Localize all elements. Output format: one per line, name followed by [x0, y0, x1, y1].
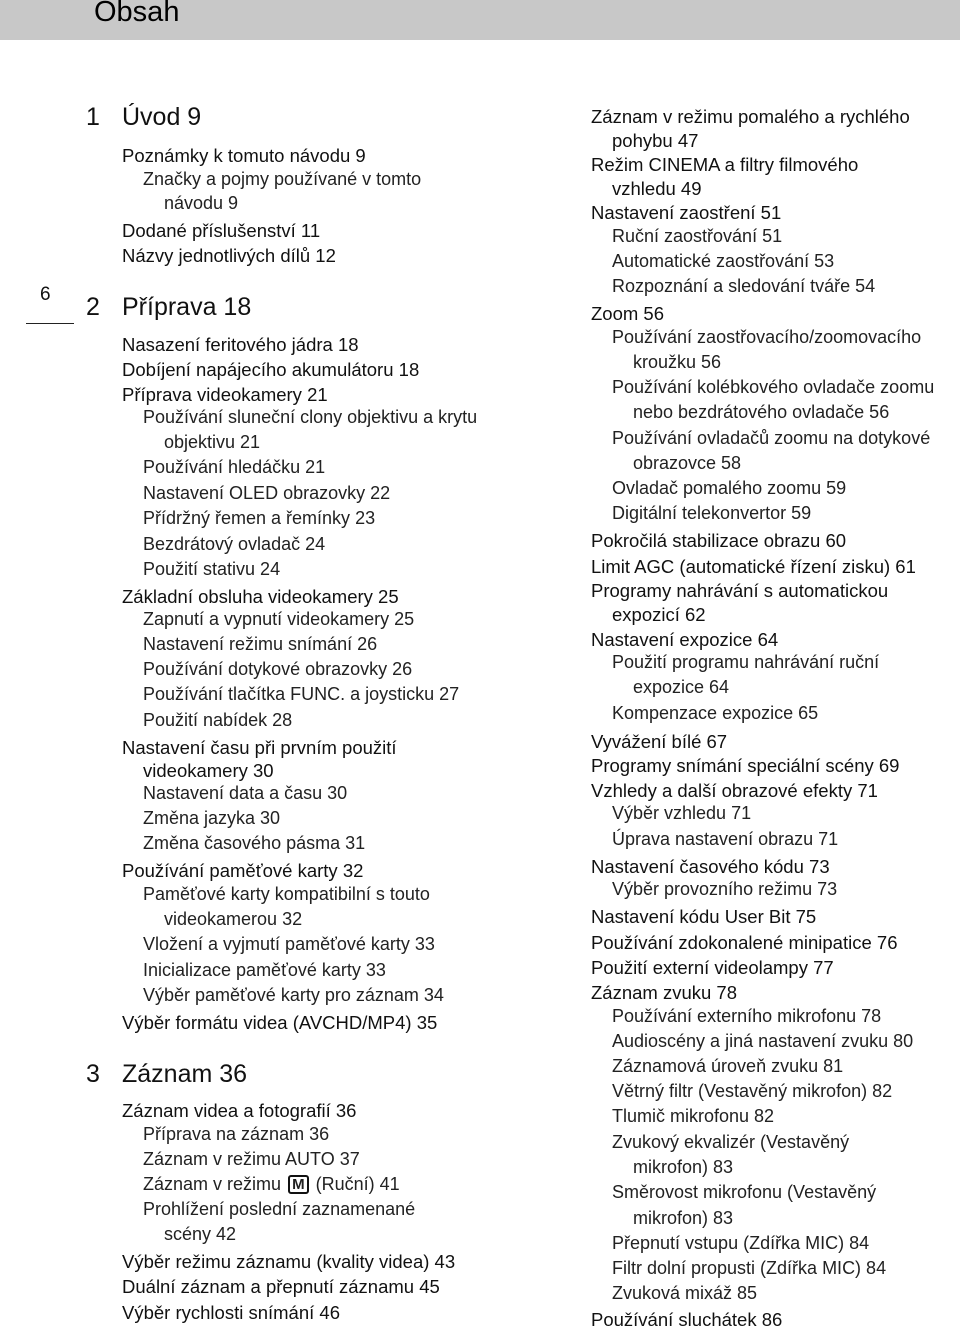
toc-entry[interactable]: Nastavení kódu User Bit 75 — [591, 906, 817, 927]
chapter-2-heading[interactable] — [86, 293, 252, 322]
toc-subentry[interactable]: Používání zaostřovacího/zoomovacího — [612, 327, 922, 347]
toc-subentry[interactable]: Nastavení data a času 30 — [143, 783, 348, 803]
toc-subentry[interactable]: Přídržný řemen a řemínky 23 — [143, 508, 376, 528]
toc-subentry[interactable]: Použití programu nahrávání ruční — [612, 652, 880, 672]
toc-subentry-cont[interactable]: objektivu 21 — [164, 432, 261, 452]
toc-subentry[interactable]: Úprava nastavení obrazu 71 — [612, 829, 839, 849]
toc-subentry-cont[interactable]: videokamerou 32 — [164, 909, 303, 929]
page-header — [0, 0, 960, 40]
toc-subentry[interactable]: Používání hledáčku 21 — [143, 457, 326, 477]
manual-mode-m-icon: M — [288, 1175, 309, 1194]
toc-entry[interactable]: Příprava videokamery 21 — [122, 384, 328, 405]
toc-entry[interactable]: Nasazení feritového jádra 18 — [122, 334, 359, 355]
chapter-number: 2 — [86, 293, 100, 321]
toc-subentry[interactable]: Automatické zaostřování 53 — [612, 251, 835, 271]
toc-subentry-cont[interactable]: mikrofon) 83 — [633, 1157, 734, 1177]
toc-entry[interactable]: Nastavení expozice 64 — [591, 629, 779, 650]
toc-entry[interactable]: Poznámky k tomuto návodu 9 — [122, 145, 366, 166]
page-number-rule — [26, 323, 74, 324]
toc-subentry[interactable]: Paměťové karty kompatibilní s touto — [143, 884, 430, 904]
toc-subentry-cont[interactable]: kroužku 56 — [633, 352, 722, 372]
toc-subentry[interactable]: Prohlížení poslední zaznamenané — [143, 1199, 416, 1219]
toc-subentry-cont[interactable]: scény 42 — [164, 1224, 237, 1244]
chapter-1-heading[interactable] — [86, 103, 202, 132]
toc-subentry[interactable]: Značky a pojmy používané v tomto — [143, 169, 422, 189]
toc-subentry-cont[interactable]: expozice 64 — [633, 677, 730, 697]
toc-subentry[interactable]: Inicializace paměťové karty 33 — [143, 960, 386, 980]
toc-subentry[interactable]: Používání tlačítka FUNC. a joysticku 27 — [143, 684, 460, 704]
toc-subentry[interactable]: Změna jazyka 30 — [143, 808, 281, 828]
toc-subentry-cont[interactable]: nebo bezdrátového ovladače 56 — [633, 402, 890, 422]
toc-entry[interactable]: Vyvážení bílé 67 — [591, 731, 728, 752]
page-number: 6 — [40, 284, 51, 305]
toc-subentry[interactable]: Ovladač pomalého zoomu 59 — [612, 478, 847, 498]
toc-entry[interactable]: Názvy jednotlivých dílů 12 — [122, 245, 336, 266]
toc-subentry[interactable]: Zapnutí a vypnutí videokamery 25 — [143, 609, 415, 629]
entry-text-before: Záznam v režimu — [143, 1174, 282, 1194]
toc-subentry[interactable]: Filtr dolní propusti (Zdířka MIC) 84 — [612, 1258, 887, 1278]
toc-subentry[interactable]: Zvukový ekvalizér (Vestavěný — [612, 1132, 850, 1152]
toc-entry[interactable]: Použití externí videolampy 77 — [591, 957, 834, 978]
toc-subentry[interactable]: Výběr paměťové karty pro záznam 34 — [143, 985, 444, 1005]
toc-entry[interactable]: Výběr formátu videa (AVCHD/MP4) 35 — [122, 1012, 438, 1033]
toc-subentry[interactable]: Vložení a vyjmutí paměťové karty 33 — [143, 934, 435, 954]
toc-entry[interactable]: Používání paměťové karty 32 — [122, 860, 364, 881]
toc-subentry-cont[interactable]: mikrofon) 83 — [633, 1208, 734, 1228]
toc-subentry[interactable]: Používání ovladačů zoomu na dotykové — [612, 428, 931, 448]
toc-subentry[interactable]: Používání externího mikrofonu 78 — [612, 1006, 882, 1026]
toc-entry[interactable]: Výběr režimu záznamu (kvality videa) 43 — [122, 1251, 456, 1272]
toc-subentry[interactable]: Záznam v režimu AUTO 37 — [143, 1149, 360, 1169]
chapter-title: Záznam 36 — [122, 1060, 248, 1088]
toc-subentry-cont[interactable]: obrazovce 58 — [633, 453, 742, 473]
toc-subentry[interactable]: Nastavení režimu snímání 26 — [143, 634, 378, 654]
toc-subentry[interactable]: Používání dotykové obrazovky 26 — [143, 659, 413, 679]
page-title: Obsah — [94, 0, 180, 28]
toc-subentry[interactable]: Bezdrátový ovladač 24 — [143, 534, 326, 554]
toc-entry[interactable]: Zoom 56 — [591, 303, 665, 324]
toc-subentry[interactable]: Kompenzace expozice 65 — [612, 703, 819, 723]
toc-subentry[interactable]: Tlumič mikrofonu 82 — [612, 1106, 775, 1126]
toc-entry[interactable]: Záznam videa a fotografií 36 — [122, 1100, 357, 1121]
toc-entry[interactable]: Základní obsluha videokamery 25 — [122, 586, 399, 607]
chapter-title: Úvod 9 — [122, 103, 202, 131]
toc-subentry-cont[interactable]: návodu 9 — [164, 193, 239, 213]
toc-entry[interactable]: Dobíjení napájecího akumulátoru 18 — [122, 359, 420, 380]
toc-entry[interactable]: Používání zdokonalené minipatice 76 — [591, 932, 898, 953]
toc-subentry[interactable]: Přepnutí vstupu (Zdířka MIC) 84 — [612, 1233, 870, 1253]
toc-subentry[interactable]: Používání sluneční clony objektivu a krytu — [143, 407, 478, 427]
toc-subentry[interactable]: Záznamová úroveň zvuku 81 — [612, 1056, 844, 1076]
toc-entry[interactable]: Limit AGC (automatické řízení zisku) 61 — [591, 556, 916, 577]
chapter-3-heading[interactable] — [86, 1060, 248, 1089]
toc-entry-cont[interactable]: expozicí 62 — [612, 604, 706, 625]
toc-entry[interactable]: Záznam v režimu pomalého a rychlého — [591, 106, 910, 127]
entry-text-after: (Ruční) 41 — [315, 1174, 400, 1194]
toc-subentry[interactable]: Směrovost mikrofonu (Vestavěný — [612, 1182, 877, 1202]
toc-subentry[interactable]: Příprava na záznam 36 — [143, 1124, 330, 1144]
toc-entry-cont[interactable]: pohybu 47 — [612, 130, 699, 151]
chapter-number: 1 — [86, 103, 100, 131]
toc-entry[interactable]: Režim CINEMA a filtry filmového — [591, 154, 859, 175]
toc-subentry[interactable]: Digitální telekonvertor 59 — [612, 503, 812, 523]
toc-entry[interactable]: Nastavení času při prvním použití — [122, 737, 397, 758]
toc-entry[interactable]: Nastavení zaostření 51 — [591, 202, 782, 223]
chapter-number: 3 — [86, 1060, 100, 1088]
toc-subentry[interactable]: Použití stativu 24 — [143, 559, 281, 579]
toc-subentry[interactable]: Použití nabídek 28 — [143, 710, 293, 730]
chapter-title: Příprava 18 — [122, 293, 252, 321]
toc-subentry[interactable]: Změna časového pásma 31 — [143, 833, 366, 853]
toc-entry[interactable]: Nastavení časového kódu 73 — [591, 856, 830, 877]
toc-subentry[interactable]: Rozpoznání a sledování tváře 54 — [612, 276, 876, 296]
toc-subentry[interactable]: Audioscény a jiná nastavení zvuku 80 — [612, 1031, 914, 1051]
toc-subentry-manual-mode[interactable] — [143, 1174, 400, 1195]
toc-subentry[interactable]: Používání kolébkového ovladače zoomu — [612, 377, 935, 397]
toc-entry[interactable]: Záznam zvuku 78 — [591, 982, 738, 1003]
toc-subentry[interactable]: Výběr vzhledu 71 — [612, 803, 752, 823]
toc-entry[interactable]: Dodané příslušenství 11 — [122, 220, 321, 241]
toc-entry[interactable]: Vzhledy a další obrazové efekty 71 — [591, 780, 878, 801]
toc-subentry[interactable]: Ruční zaostřování 51 — [612, 226, 783, 246]
toc-entry[interactable]: Programy snímání speciální scény 69 — [591, 755, 900, 776]
toc-subentry[interactable]: Nastavení OLED obrazovky 22 — [143, 483, 391, 503]
toc-entry-cont[interactable]: vzhledu 49 — [612, 178, 702, 199]
toc-entry-cont[interactable]: videokamery 30 — [143, 760, 274, 781]
toc-entry[interactable]: Výběr rychlosti snímání 46 — [122, 1302, 340, 1323]
toc-entry[interactable]: Používání sluchátek 86 — [591, 1309, 783, 1330]
toc-subentry[interactable]: Výběr provozního režimu 73 — [612, 879, 838, 899]
toc-subentry[interactable]: Zvuková mixáž 85 — [612, 1283, 758, 1303]
toc-subentry[interactable]: Větrný filtr (Vestavěný mikrofon) 82 — [612, 1081, 893, 1101]
toc-entry[interactable]: Duální záznam a přepnutí záznamu 45 — [122, 1276, 440, 1297]
toc-entry[interactable]: Programy nahrávání s automatickou — [591, 580, 889, 601]
toc-entry[interactable]: Pokročilá stabilizace obrazu 60 — [591, 530, 847, 551]
